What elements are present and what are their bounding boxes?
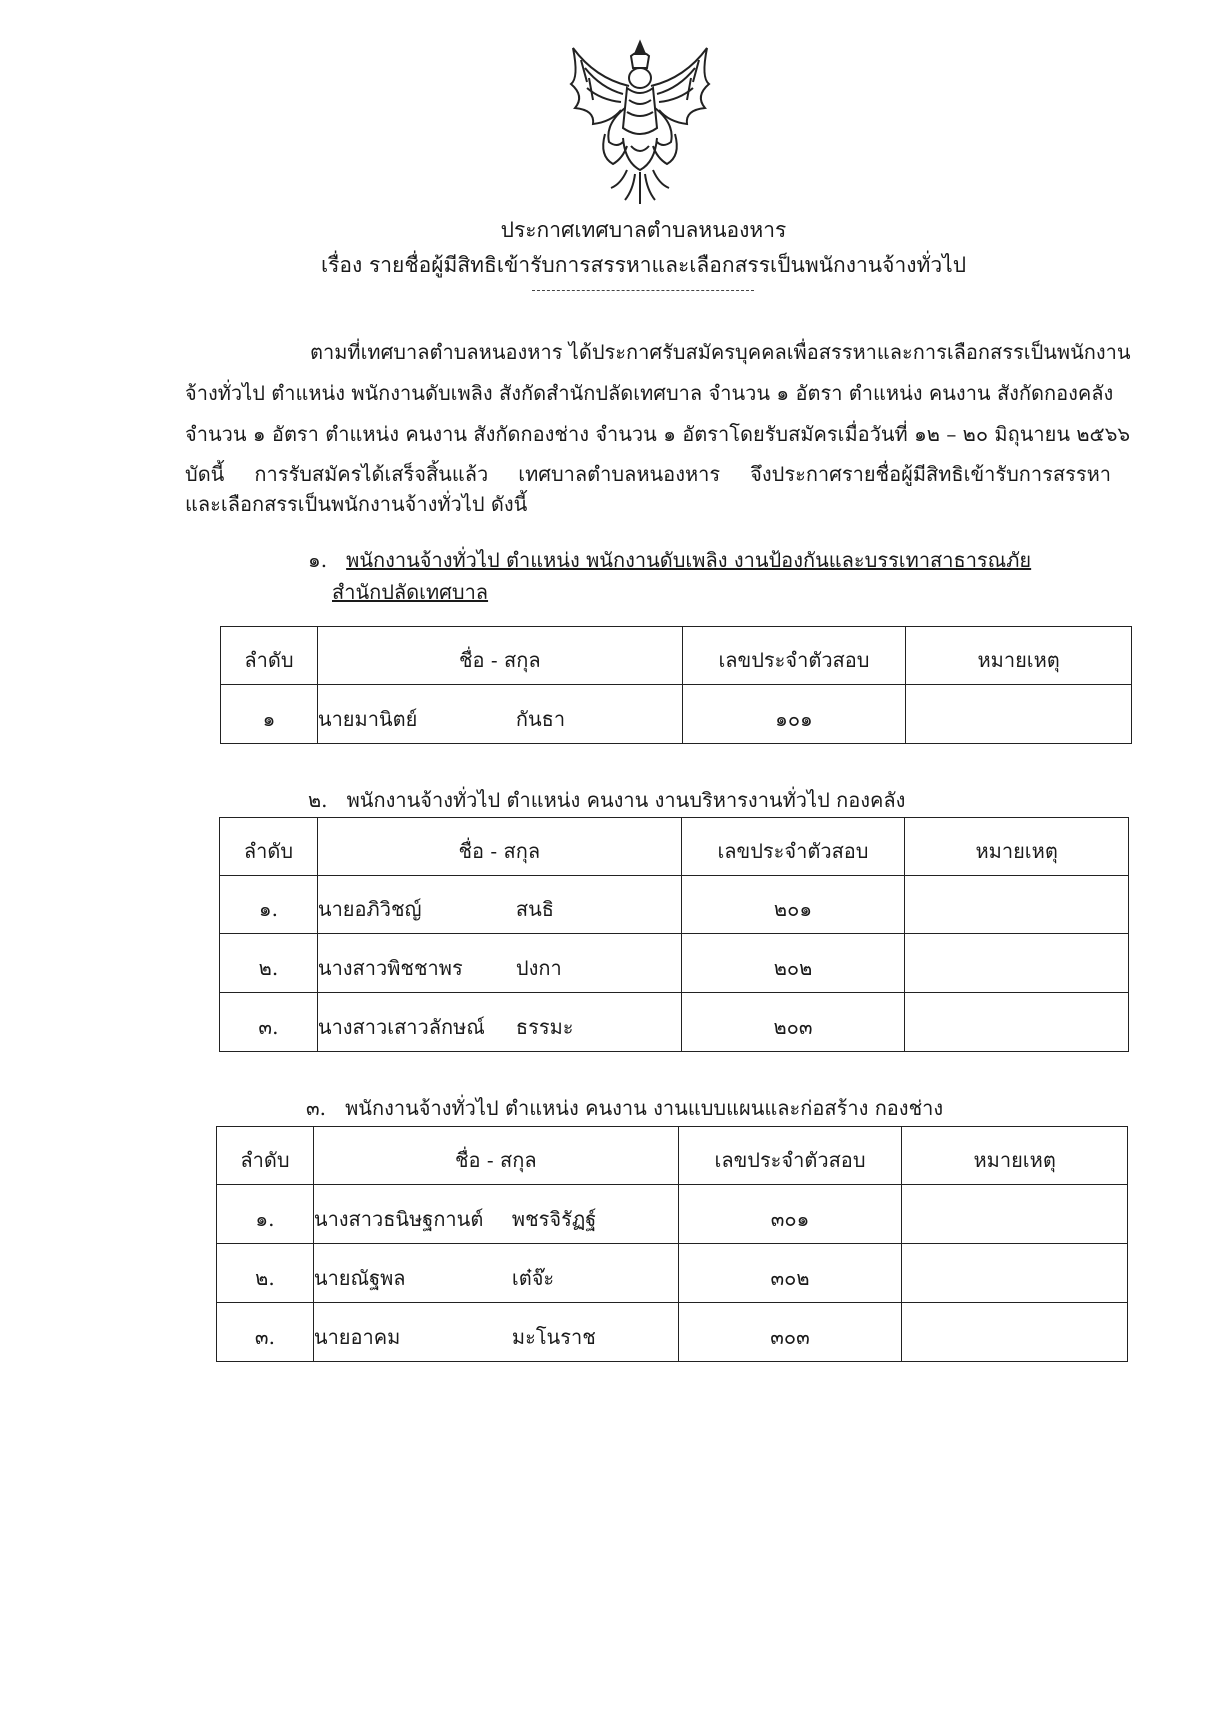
section-3-title: พนักงานจ้างทั่วไป ตำแหน่ง คนงาน งานแบบแผนและก่อสร้าง กองช่าง — [345, 1096, 944, 1120]
row-last-name: ปงกา — [515, 956, 562, 980]
row-exam-id: ๒๐๓ — [681, 993, 905, 1052]
table-row — [217, 1185, 1128, 1244]
row-exam-id: ๒๐๒ — [681, 934, 905, 993]
row-last-name: สนธิ — [515, 897, 554, 921]
row-name — [317, 876, 681, 934]
body-line-4: บัดนี้ การรับสมัครได้เสร็จสิ้นแล้ว เทศบาลตำบลหนองหาร จึงประกาศรายชื่อผู้มีสิทธิเข้ารับการสรรหา — [185, 462, 1111, 486]
row-name — [317, 993, 681, 1052]
row-name — [317, 685, 682, 744]
body-line-2: จ้างทั่วไป ตำแหน่ง พนักงานดับเพลิง สังกัดสำนักปลัดเทศบาล จำนวน ๑ อัตรา ตำแหน่ง คนงาน สังกัดกองคลัง — [185, 381, 1114, 405]
col-header-exam-id: เลขประจำตัวสอบ — [682, 627, 906, 685]
section-1-heading — [308, 545, 1031, 575]
row-name — [313, 1303, 678, 1362]
body-line-1: ตามที่เทศบาลตำบลหนองหาร ได้ประกาศรับสมัครบุคคลเพื่อสรรหาและการเลือกสรรเป็นพนักงาน — [310, 340, 1131, 364]
row-last-name: มะโนราช — [511, 1325, 596, 1349]
col-header-name: ชื่อ - สกุล — [317, 818, 681, 876]
row-first-name: นายมานิตย์ — [317, 707, 418, 731]
col-header-remark: หมายเหตุ — [902, 1127, 1128, 1185]
row-first-name: นายอภิวิชญ์ — [317, 897, 422, 921]
row-no: ๑. — [220, 876, 318, 934]
row-exam-id: ๓๐๒ — [678, 1244, 902, 1303]
col-header-exam-id: เลขประจำตัวสอบ — [681, 818, 905, 876]
section-1-number: ๑. — [308, 548, 328, 572]
row-remark — [902, 1303, 1128, 1362]
col-header-name: ชื่อ - สกุล — [313, 1127, 678, 1185]
section-3-table — [216, 1126, 1128, 1362]
row-exam-id: ๓๐๓ — [678, 1303, 902, 1362]
row-last-name: พชรจิรัฏฐ์ — [511, 1207, 597, 1231]
col-header-no: ลำดับ — [221, 627, 318, 685]
row-no: ๑ — [221, 685, 318, 744]
row-first-name: นางสาวเสาวลักษณ์ — [317, 1015, 485, 1039]
row-last-name: เต๋จ๊ะ — [511, 1266, 555, 1290]
table-header-row — [220, 818, 1129, 876]
body-line-5: และเลือกสรรเป็นพนักงานจ้างทั่วไป ดังนี้ — [185, 492, 528, 516]
garuda-emblem-icon — [565, 38, 715, 206]
section-2-number: ๒. — [308, 788, 328, 812]
row-remark — [902, 1185, 1128, 1244]
row-no: ๑. — [217, 1185, 314, 1244]
row-name — [313, 1244, 678, 1303]
table-row — [220, 993, 1129, 1052]
row-exam-id: ๓๐๑ — [678, 1185, 902, 1244]
row-exam-id: ๑๐๑ — [682, 685, 906, 744]
row-first-name: นางสาวพิชชาพร — [317, 956, 463, 980]
table-row — [217, 1303, 1128, 1362]
announcement-title: ประกาศเทศบาลตำบลหนองหาร — [500, 218, 787, 242]
section-2-table — [219, 817, 1129, 1052]
row-no: ๓. — [220, 993, 318, 1052]
col-header-remark: หมายเหตุ — [905, 818, 1129, 876]
table-row — [217, 1244, 1128, 1303]
section-1-table — [220, 626, 1132, 744]
row-first-name: นายณัฐพล — [313, 1266, 406, 1290]
row-no: ๒. — [217, 1244, 314, 1303]
table-header-row — [217, 1127, 1128, 1185]
section-1-heading-line2 — [332, 577, 488, 607]
row-remark — [905, 934, 1129, 993]
row-no: ๒. — [220, 934, 318, 993]
table-row — [220, 934, 1129, 993]
section-3-number: ๓. — [306, 1096, 327, 1120]
section-2-heading — [308, 785, 905, 815]
section-3-heading — [306, 1093, 943, 1123]
row-remark — [902, 1244, 1128, 1303]
col-header-name: ชื่อ - สกุล — [317, 627, 682, 685]
row-first-name: นายอาคม — [313, 1325, 401, 1349]
col-header-remark: หมายเหตุ — [906, 627, 1132, 685]
announcement-subject: เรื่อง รายชื่อผู้มีสิทธิเข้ารับการสรรหาและเลือกสรรเป็นพนักงานจ้างทั่วไป — [320, 253, 967, 277]
row-remark — [905, 876, 1129, 934]
table-row — [220, 876, 1129, 934]
col-header-no: ลำดับ — [220, 818, 318, 876]
col-header-exam-id: เลขประจำตัวสอบ — [678, 1127, 902, 1185]
col-header-no: ลำดับ — [217, 1127, 314, 1185]
row-exam-id: ๒๐๑ — [681, 876, 905, 934]
section-1-title-line2: สำนักปลัดเทศบาล — [332, 580, 489, 604]
row-first-name: นางสาวธนิษฐกานต์ — [313, 1207, 484, 1231]
title-divider — [532, 290, 754, 291]
row-remark — [905, 993, 1129, 1052]
row-remark — [906, 685, 1132, 744]
row-name — [313, 1185, 678, 1244]
table-row — [221, 685, 1132, 744]
section-1-title: พนักงานจ้างทั่วไป ตำแหน่ง พนักงานดับเพลิง งานป้องกันและบรรเทาสาธารณภัย — [346, 548, 1032, 572]
row-name — [317, 934, 681, 993]
body-line-3: จำนวน ๑ อัตรา ตำแหน่ง คนงาน สังกัดกองช่าง จำนวน ๑ อัตราโดยรับสมัครเมื่อวันที่ ๑๒ – ๒๐ มิถุนายน ๒๕๖๖ — [185, 422, 1131, 446]
table-header-row — [221, 627, 1132, 685]
row-last-name: ธรรมะ — [515, 1015, 574, 1039]
row-last-name: กันธา — [515, 707, 566, 731]
row-no: ๓. — [217, 1303, 314, 1362]
section-2-title: พนักงานจ้างทั่วไป ตำแหน่ง คนงาน งานบริหารงานทั่วไป กองคลัง — [346, 788, 906, 812]
